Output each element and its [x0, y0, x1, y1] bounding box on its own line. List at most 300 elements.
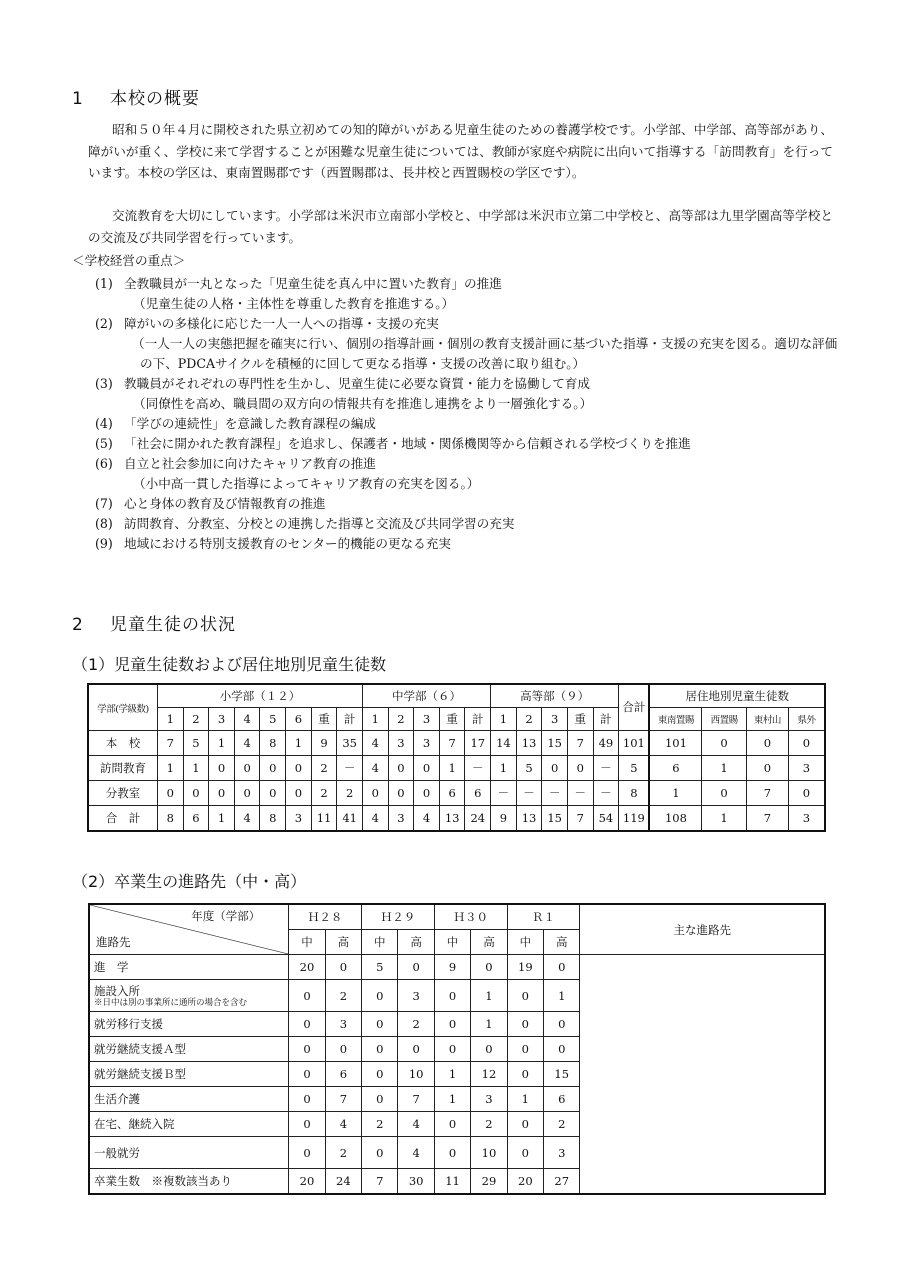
table1-col-header: 3 [414, 708, 440, 731]
table1-cell: 0 [388, 756, 414, 781]
table2-row [89, 980, 825, 1012]
table1-cell: － [593, 756, 619, 781]
table2-level-header: 高 [471, 930, 507, 955]
table1-cell: 13 [516, 806, 542, 832]
table2-row [89, 1137, 825, 1169]
point-main [95, 314, 835, 334]
point-item [95, 274, 835, 314]
table1-cell: 7 [157, 731, 183, 756]
graduate-destinations-table [88, 903, 826, 1195]
table1-cell: 13 [439, 806, 465, 832]
table1-cell: 0 [183, 781, 209, 806]
point-item [95, 374, 835, 414]
table2-row-label [89, 1112, 289, 1137]
table2-cell: 0 [434, 1037, 470, 1062]
table1-cell: 0 [362, 781, 388, 806]
table2-cell: 0 [289, 1062, 325, 1087]
table2-cell: 1 [544, 980, 580, 1012]
table2-row-label-text: 就労継続支援Ａ型 [94, 1042, 186, 1056]
table2-cell: 0 [507, 980, 543, 1012]
table2-cell: 2 [398, 1012, 434, 1037]
table1-cell: － [516, 781, 542, 806]
table1-cell: 2 [337, 781, 363, 806]
point-number: (5) [95, 436, 113, 451]
table1-cell: 4 [362, 806, 388, 832]
table2-row-label-text: 在宅、継続入院 [94, 1117, 175, 1131]
point-main [95, 274, 835, 294]
table2-row-label-text: 就労継続支援Ｂ型 [94, 1067, 186, 1081]
table1-cell: 0 [414, 781, 440, 806]
table2-row-label [89, 1037, 289, 1062]
point-main [95, 514, 835, 534]
table1-cell: 0 [260, 781, 286, 806]
table1-cell: － [593, 781, 619, 806]
table1-row-label: 訪問教育 [88, 756, 157, 781]
table2-row-label [89, 1137, 289, 1169]
table2-row-label-text: 就労移行支援 [94, 1017, 163, 1031]
table2-cell: 2 [325, 980, 361, 1012]
table2-cell: 3 [325, 1012, 361, 1037]
table1-col-header: 重 [311, 708, 337, 731]
table2-level-header: 高 [398, 930, 434, 955]
table1-cell: 2 [311, 756, 337, 781]
table1-cell: 0 [567, 756, 593, 781]
table2-cell: 0 [362, 1012, 398, 1037]
table1-cell: 8 [260, 806, 286, 832]
table2-cell: 0 [434, 980, 470, 1012]
point-sub: （児童生徒の人格・主体性を尊重した教育を推進する。） [133, 296, 455, 311]
table1-corner-header: 学部(学級数) [88, 684, 157, 731]
table1-cell: 1 [439, 756, 465, 781]
section1-paragraph-2: 交流教育を大切にしています。小学部は米沢市立南部小学校と、中学部は米沢市立第二中学校と、高等部は九里学園高等学校との交流及び共同学習を行っています。 [88, 208, 833, 245]
table1-cell: 6 [183, 806, 209, 832]
table1-subheader-row [88, 708, 825, 731]
table2-cell: 4 [398, 1137, 434, 1169]
table2-level-header: 中 [434, 930, 470, 955]
table2-level-header: 高 [325, 930, 361, 955]
table1-cell: 0 [414, 756, 440, 781]
section2-heading: 児童生徒の状況 [110, 615, 236, 635]
table2-cell: 3 [398, 980, 434, 1012]
table2-cell: 0 [289, 1087, 325, 1112]
table1-cell: 6 [649, 756, 701, 781]
table1-cell: 1 [702, 806, 746, 832]
table1-cell: 7 [439, 731, 465, 756]
table2-cell: 20 [289, 955, 325, 980]
table1-group-header: 小学部（１２） [157, 684, 362, 708]
table2-cell: 0 [544, 1037, 580, 1062]
point-sub: （同僚性を高め、職員間の双方向の情報共有を推進し連携をより一層強化する。） [133, 396, 593, 411]
table2-cell: 1 [507, 1087, 543, 1112]
table2-cell: 0 [289, 980, 325, 1012]
point-text: 教職員がそれぞれの専門性を生かし、児童生徒に必要な資質・能力を協働して育成 [124, 376, 590, 391]
table2-row [89, 1169, 825, 1195]
table1-cell: 0 [234, 781, 260, 806]
table1-cell: 4 [362, 756, 388, 781]
table2-cell: 4 [325, 1112, 361, 1137]
table1-cell: － [542, 781, 568, 806]
section2-number: 2 [72, 615, 84, 635]
table1-col-header: 重 [567, 708, 593, 731]
table1-cell: 3 [788, 756, 825, 781]
table2-cell: 0 [434, 1137, 470, 1169]
table2-cell: 0 [471, 1037, 507, 1062]
table2-cell: 0 [507, 1062, 543, 1087]
table2-row-note: ※日中は別の事業所に通所の場合を含む [94, 997, 248, 1008]
point-item [95, 494, 835, 514]
table1-row [88, 806, 825, 832]
table2-cell: 1 [471, 980, 507, 1012]
table1-col-header: 2 [388, 708, 414, 731]
table1-col-header: 西置賜 [702, 708, 746, 731]
table1-cell: 49 [593, 731, 619, 756]
section1-heading: 本校の概要 [110, 89, 200, 109]
table2-cell: 2 [471, 1112, 507, 1137]
point-item [95, 454, 835, 494]
table2-cell: 7 [325, 1087, 361, 1112]
point-item [95, 514, 835, 534]
table1-cell: 3 [414, 731, 440, 756]
table1-cell: 1 [157, 756, 183, 781]
table2-cell: 11 [434, 1169, 470, 1195]
table2-cell: 20 [507, 1169, 543, 1195]
table1-cell: 0 [234, 756, 260, 781]
table1-total-header: 合計 [619, 684, 650, 731]
table2-level-header: 中 [289, 930, 325, 955]
table1-row-label: 本 校 [88, 731, 157, 756]
point-text: 「学びの連続性」を意識した教育課程の編成 [124, 416, 376, 431]
table1-cell: 3 [788, 806, 825, 832]
table1-cell: 0 [746, 756, 788, 781]
table2-cell: 3 [471, 1087, 507, 1112]
section2-title [72, 610, 236, 635]
table1-cell: 15 [542, 806, 568, 832]
section1-paragraph-1: 昭和５０年４月に開校された県立初めての知的障がいがある児童生徒のための養護学校です。小学部、中学部、高等部があり、障がいが重く、学校に来て学習することが困難な児童生徒については、教師が家庭や病院に出向いて指導する「訪問教育」を行っています。本校の学区は、東南置賜郡です（西置賜郡は、長井校と西置賜校の学区です）。 [88, 122, 833, 180]
table1-cell: 4 [362, 731, 388, 756]
table2-cell: 4 [398, 1112, 434, 1137]
table2-cell: 0 [289, 1112, 325, 1137]
point-sub: （一人一人の実態把握を確実に行い、個別の指導計画・個別の教育支援計画に基づいた指導・支援の充実を図る。適切な評価の下、PDCAサイクルを積極的に回して更なる指導・支援の改善に取り組む。） [132, 336, 838, 371]
table1-title: （1）児童生徒数および居住地別児童生徒数 [72, 655, 387, 674]
table1-cell: 6 [439, 781, 465, 806]
table1-cell: 15 [542, 731, 568, 756]
point-sub: （小中高一貫した指導によってキャリア教育の充実を図る。） [133, 476, 480, 491]
table2-row [89, 1087, 825, 1112]
point-text: 全教職員が一丸となった「児童生徒を真ん中に置いた教育」の推進 [124, 276, 502, 291]
table1-cell: 0 [746, 731, 788, 756]
table2-cell: 0 [471, 955, 507, 980]
table1-cell: 3 [388, 806, 414, 832]
point-main [95, 454, 835, 474]
table1-col-header: 3 [209, 708, 235, 731]
point-number: (7) [95, 496, 113, 511]
table1-cell: － [465, 756, 491, 781]
table1-col-header: 計 [465, 708, 491, 731]
point-number: (8) [95, 516, 113, 531]
table2-cell: 10 [471, 1137, 507, 1169]
table1-cell: 54 [593, 806, 619, 832]
table2-cell: 6 [544, 1087, 580, 1112]
table2-row-label-text: 生活介護 [94, 1092, 140, 1106]
table2-row-label-text: 施設入所 [94, 983, 140, 998]
table1-col-header: 2 [516, 708, 542, 731]
table1-cell: 6 [465, 781, 491, 806]
section1-number: 1 [72, 89, 84, 109]
table2-row [89, 955, 825, 980]
table2-corner-top: 年度（学部） [191, 909, 261, 923]
table2-row-label [89, 1062, 289, 1087]
table2-cell: 0 [289, 1137, 325, 1169]
table2-year-header: Ｒ１ [507, 904, 580, 930]
table1-cell: 0 [702, 731, 746, 756]
table1-row-label: 合 計 [88, 806, 157, 832]
table1-cell: 0 [788, 781, 825, 806]
table1-cell: 7 [746, 806, 788, 832]
table2-row [89, 1112, 825, 1137]
table2-row-label [89, 980, 289, 1012]
table1-cell: 0 [542, 756, 568, 781]
table1-row [88, 731, 825, 756]
table2-cell: 0 [325, 955, 361, 980]
table1-cell: 1 [649, 781, 701, 806]
table1-cell: 1 [286, 731, 312, 756]
table2-title: （2）卒業生の進路先（中・高） [72, 872, 307, 891]
point-item [95, 314, 838, 374]
table1-cell: 13 [516, 731, 542, 756]
table2-cell: 0 [398, 955, 434, 980]
table1-cell: 3 [388, 731, 414, 756]
table2-header-row [89, 904, 825, 930]
table2-cell: 0 [398, 1037, 434, 1062]
table1-cell: 1 [702, 756, 746, 781]
table2-row-label [89, 955, 289, 980]
table2-cell: 6 [325, 1062, 361, 1087]
table1-cell: 119 [619, 806, 650, 832]
table2-level-header: 中 [362, 930, 398, 955]
table2-cell: 0 [507, 1112, 543, 1137]
table1-cell: 7 [567, 731, 593, 756]
table1-cell: 8 [260, 731, 286, 756]
table1-col-header: 3 [542, 708, 568, 731]
table2-cell: 30 [398, 1169, 434, 1195]
table2-cell: 0 [362, 1087, 398, 1112]
table1-cell: 0 [209, 756, 235, 781]
table1-cell: 8 [619, 781, 650, 806]
table1-cell: 14 [491, 731, 517, 756]
table1-cell: 41 [337, 806, 363, 832]
table2-cell: 0 [434, 1012, 470, 1037]
table1-cell: 1 [183, 756, 209, 781]
point-number: (9) [95, 536, 113, 551]
table2-row-label-text: 進 学 [94, 960, 129, 974]
table1-col-header: 1 [491, 708, 517, 731]
table1-cell: 24 [465, 806, 491, 832]
table2-row-label-text: 卒業生数 ※複数該当あり [94, 1174, 232, 1188]
table1-row-label: 分教室 [88, 781, 157, 806]
table1-cell: － [337, 756, 363, 781]
table1-cell: 0 [209, 781, 235, 806]
table2-cell: 1 [471, 1012, 507, 1037]
table2-cell: 2 [362, 1112, 398, 1137]
table1-cell: 9 [491, 806, 517, 832]
table1-cell: 5 [516, 756, 542, 781]
table1-cell: 17 [465, 731, 491, 756]
table2-cell: 5 [362, 955, 398, 980]
table2-corner-header [89, 904, 289, 955]
table2-cell: 0 [507, 1037, 543, 1062]
point-item [95, 434, 835, 454]
table1-row [88, 756, 825, 781]
points-heading: ＜学校経営の重点＞ [72, 253, 186, 268]
point-item [95, 534, 835, 554]
table2-row [89, 1012, 825, 1037]
table1-col-header: 東南置賜 [649, 708, 701, 731]
table1-col-header: 1 [362, 708, 388, 731]
table1-cell: 4 [234, 806, 260, 832]
table2-cell: 10 [398, 1062, 434, 1087]
school-management-points [95, 274, 838, 554]
table1-cell: 4 [414, 806, 440, 832]
table2-year-header: Ｈ２８ [289, 904, 362, 930]
table2-cell: 0 [289, 1037, 325, 1062]
student-count-table [87, 683, 826, 832]
point-main [95, 414, 835, 434]
point-number: (1) [95, 276, 113, 291]
table2-cell: 9 [434, 955, 470, 980]
table2-cell: 12 [471, 1062, 507, 1087]
table1-cell: 101 [649, 731, 701, 756]
table1-cell: 0 [702, 781, 746, 806]
table1-col-header: 5 [260, 708, 286, 731]
table2-row [89, 1037, 825, 1062]
table1-col-header: 2 [183, 708, 209, 731]
table1-col-header: 1 [157, 708, 183, 731]
table1-group-header: 高等部（９） [491, 684, 619, 708]
point-number: (3) [95, 376, 113, 391]
section1-title [72, 84, 200, 109]
table2-row-label [89, 1087, 289, 1112]
table1-cell: 101 [619, 731, 650, 756]
table1-cell: 35 [337, 731, 363, 756]
table1-col-header: 東村山 [746, 708, 788, 731]
table2-cell: 2 [325, 1137, 361, 1169]
table1-cell: 3 [286, 806, 312, 832]
table2-year-header: Ｈ３０ [434, 904, 507, 930]
table1-cell: 4 [234, 731, 260, 756]
table2-cell: 7 [362, 1169, 398, 1195]
table1-cell: － [567, 781, 593, 806]
table1-cell: 7 [746, 781, 788, 806]
table1-cell: 8 [157, 806, 183, 832]
table2-cell: 0 [325, 1037, 361, 1062]
point-main [95, 434, 835, 454]
table2-cell: 0 [362, 980, 398, 1012]
table2-cell: 2 [544, 1112, 580, 1137]
point-number: (6) [95, 456, 113, 471]
table2-cell: 1 [434, 1087, 470, 1112]
table2-cell: 0 [544, 1012, 580, 1037]
table2-cell: 0 [434, 1112, 470, 1137]
table1-cell: 108 [649, 806, 701, 832]
point-text: 訪問教育、分教室、分校との連携した指導と交流及び共同学習の充実 [124, 516, 515, 531]
table1-cell: 5 [619, 756, 650, 781]
table1-col-header: 4 [234, 708, 260, 731]
table2-level-header: 中 [507, 930, 543, 955]
table1-col-header: 計 [593, 708, 619, 731]
table2-cell: 27 [544, 1169, 580, 1195]
table2-cell: 0 [507, 1012, 543, 1037]
table2-cell: 0 [289, 1012, 325, 1037]
table2-cell: 0 [362, 1062, 398, 1087]
table2-cell: 24 [325, 1169, 361, 1195]
table1-cell: 2 [311, 781, 337, 806]
table2-cell: 29 [471, 1169, 507, 1195]
table2-cell: 15 [544, 1062, 580, 1087]
table1-cell: 0 [286, 756, 312, 781]
table2-row-label [89, 1169, 289, 1195]
table1-cell: 1 [209, 806, 235, 832]
table1-col-header: 計 [337, 708, 363, 731]
table1-header-row [88, 684, 825, 708]
table1-cell: 5 [183, 731, 209, 756]
table1-cell: 0 [388, 781, 414, 806]
table1-group-header: 中学部（６） [362, 684, 490, 708]
table1-col-header: 6 [286, 708, 312, 731]
table2-cell: 0 [362, 1137, 398, 1169]
table1-row [88, 781, 825, 806]
table1-cell: 0 [286, 781, 312, 806]
table1-cell: 0 [788, 731, 825, 756]
table1-cell: － [491, 781, 517, 806]
table1-cell: 0 [157, 781, 183, 806]
table1-col-header: 県外 [788, 708, 825, 731]
point-number: (2) [95, 316, 113, 331]
table2-cell: 0 [362, 1037, 398, 1062]
table2-cell: 3 [544, 1137, 580, 1169]
point-text: 地域における特別支援教育のセンター的機能の更なる充実 [124, 536, 451, 551]
table2-corner-bottom: 進路先 [96, 935, 131, 949]
point-item [95, 414, 835, 434]
point-text: 自立と社会参加に向けたキャリア教育の推進 [124, 456, 376, 471]
table2-cell: 0 [544, 955, 580, 980]
table1-residence-header: 居住地別児童生徒数 [649, 684, 825, 708]
table1-cell: 9 [311, 731, 337, 756]
table2-row [89, 1062, 825, 1087]
table2-cell: 1 [434, 1062, 470, 1087]
table1-cell: 1 [209, 731, 235, 756]
table2-row-label-text: 一般就労 [94, 1145, 140, 1160]
point-main [95, 374, 835, 394]
table2-cell: 20 [289, 1169, 325, 1195]
point-main [95, 494, 835, 514]
point-text: 「社会に開かれた教育課程」を追求し、保護者・地域・関係機関等から信頼される学校づくりを推進 [124, 436, 691, 451]
point-text: 障がいの多様化に応じた一人一人への指導・支援の充実 [124, 316, 439, 331]
table2-dest-header: 主な進路先 [580, 904, 825, 955]
table2-cell: 7 [398, 1087, 434, 1112]
point-main [95, 534, 835, 554]
table1-cell: 1 [491, 756, 517, 781]
table2-level-header: 高 [544, 930, 580, 955]
table1-col-header: 重 [439, 708, 465, 731]
point-text: 心と身体の教育及び情報教育の推進 [124, 496, 326, 511]
table1-cell: 7 [567, 806, 593, 832]
table1-cell: 0 [260, 756, 286, 781]
table2-year-header: Ｈ２９ [362, 904, 435, 930]
table2-cell: 19 [507, 955, 543, 980]
table2-cell: 0 [507, 1137, 543, 1169]
table1-cell: 11 [311, 806, 337, 832]
table2-row-label [89, 1012, 289, 1037]
